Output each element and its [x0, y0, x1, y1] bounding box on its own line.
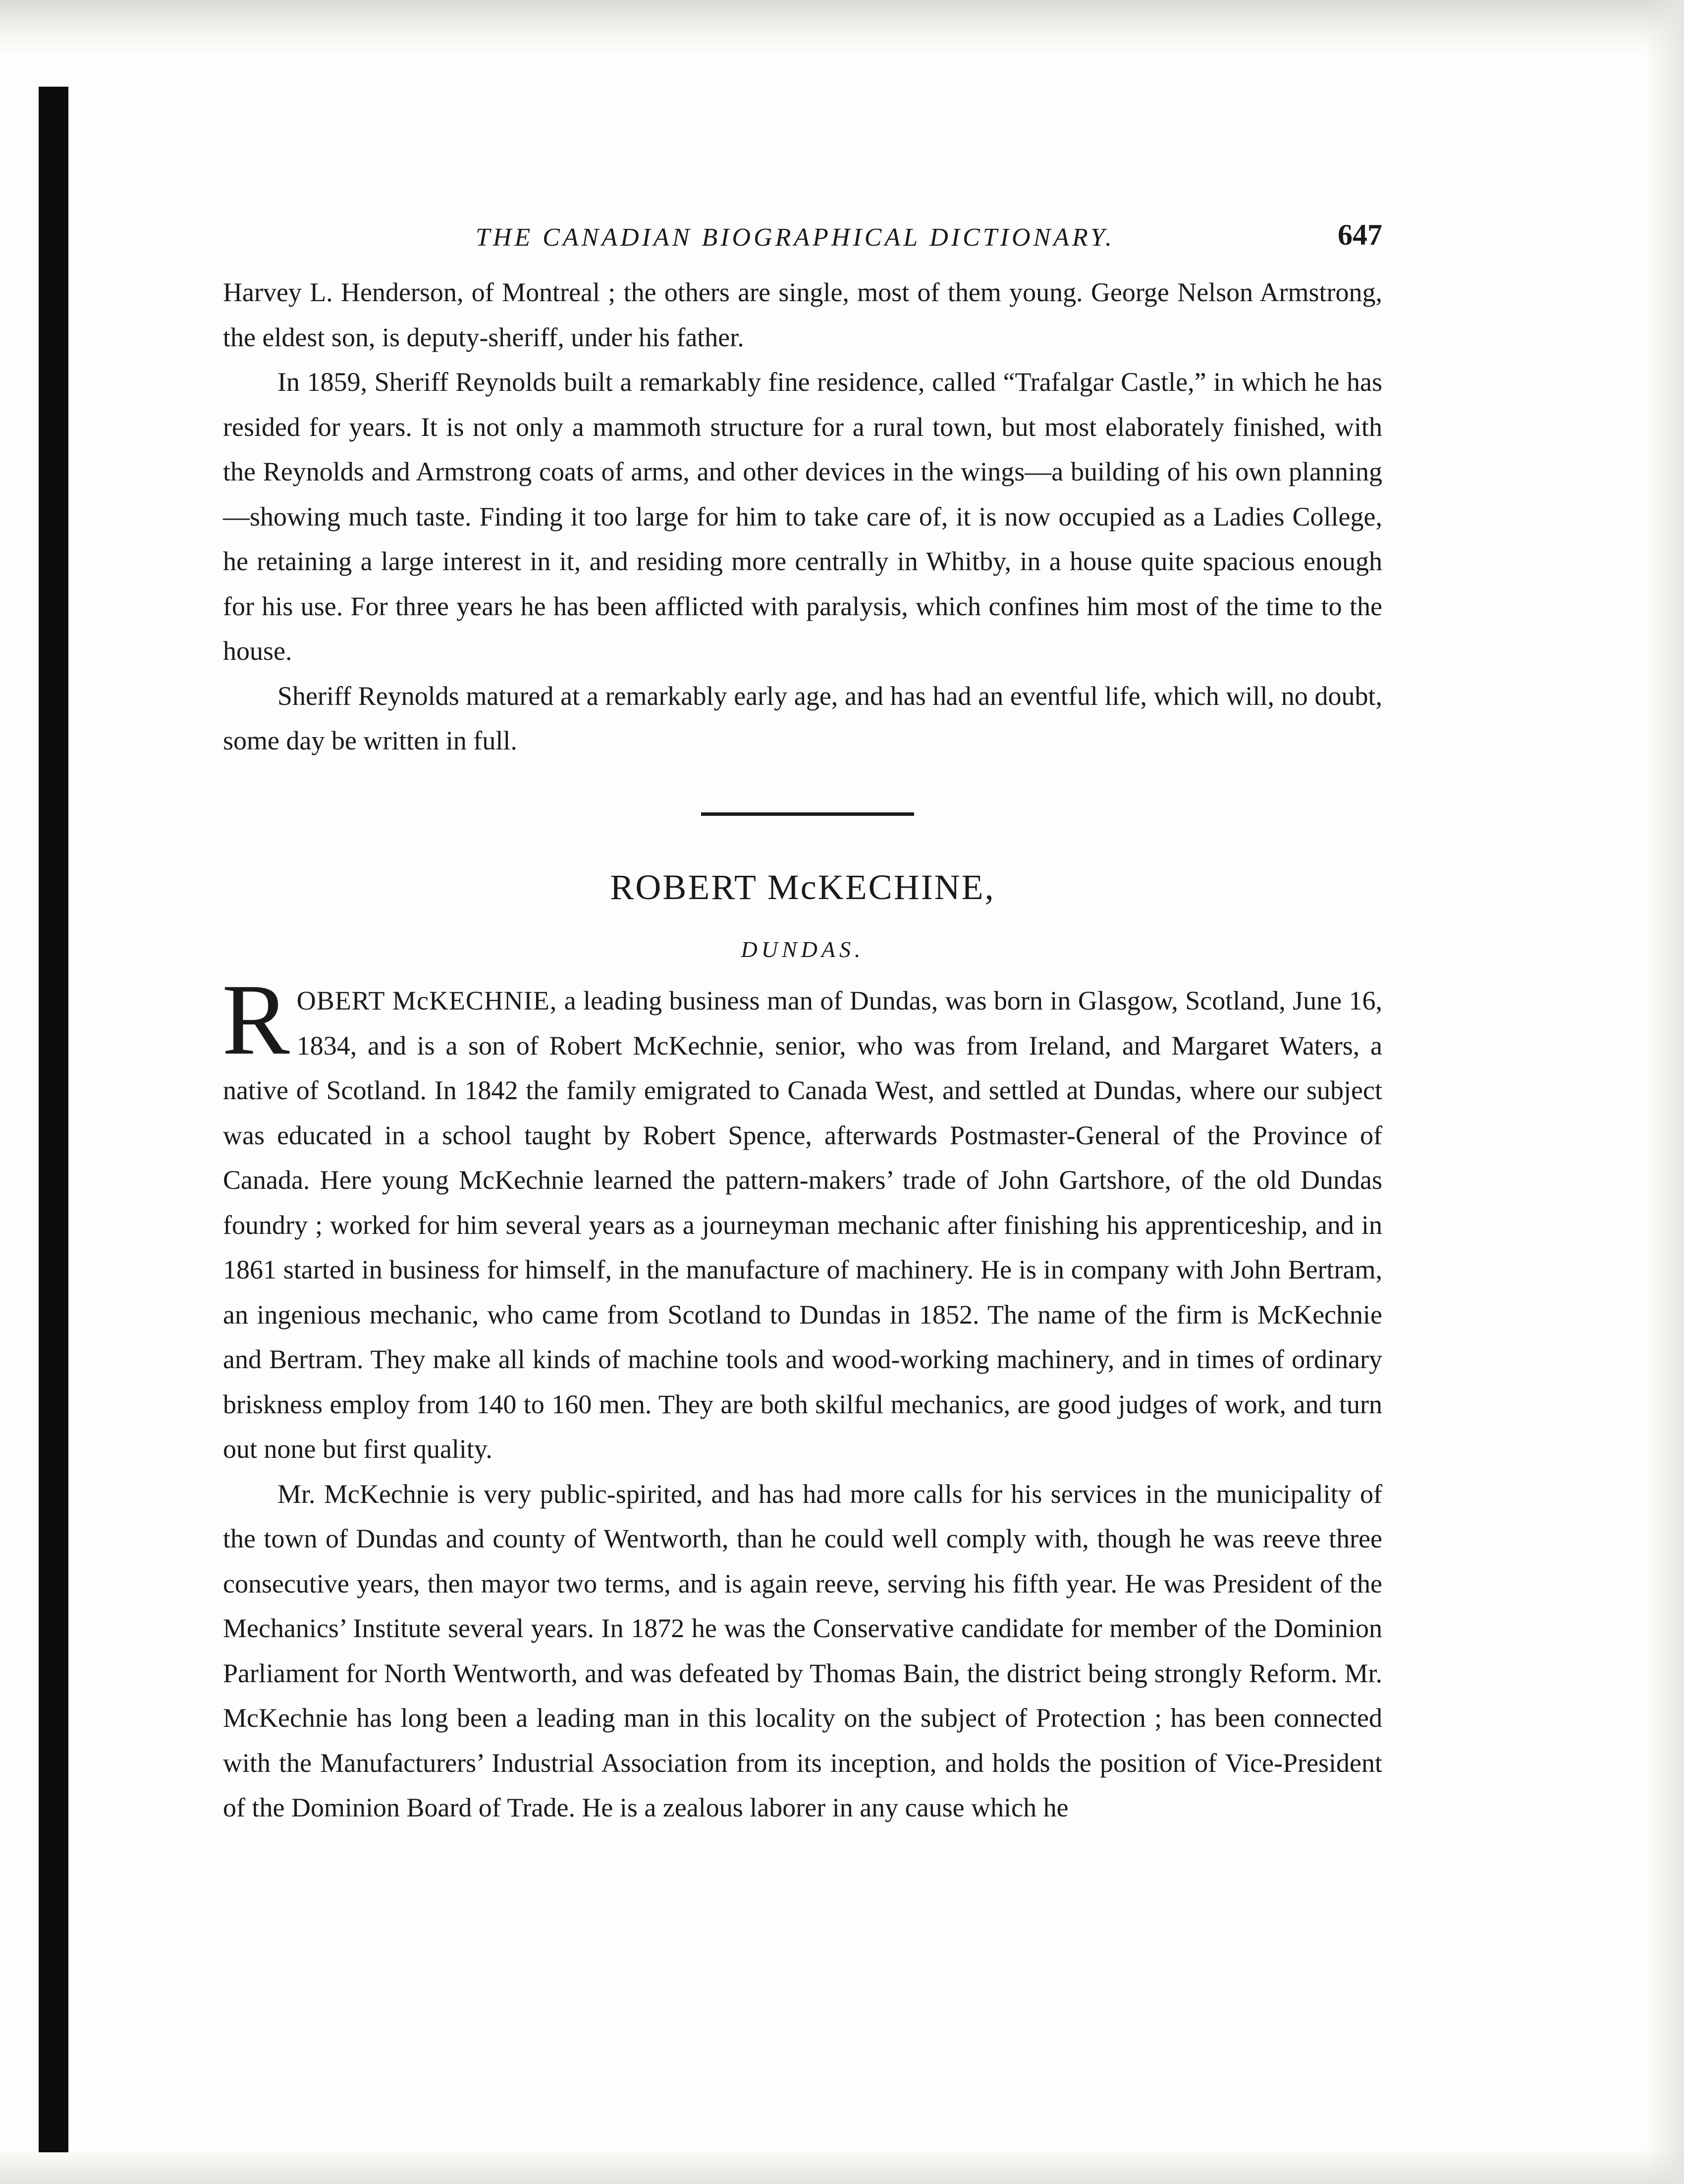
first-paragraph — [222, 963, 1383, 1472]
paragraph: Harvey L. Henderson, of Montreal ; the others are single, most of them young. George Nelson Armstrong, the eldest son, is deputy-sheriff, under his father. — [223, 277, 1382, 352]
section-divider — [701, 812, 914, 816]
running-head — [223, 218, 1382, 263]
drop-cap: R — [222, 963, 290, 1076]
binding-shadow-bar — [39, 87, 68, 2152]
scan-edge-right — [1644, 0, 1684, 2184]
paragraph: Sheriff Reynolds matured at a remarkably early age, and has had an eventful life, which will, no doubt, some day be written in full. — [223, 681, 1382, 755]
article-title: ROBERT McKECHINE, — [610, 867, 995, 907]
scan-edge-top — [0, 0, 1684, 54]
previous-article-text — [223, 270, 1382, 763]
first-paragraph-text: a leading business man of Dundas, was born in Glasgow, Scotland, June 16, 1834, and is a son of Robert McKechnie, senior, who was from Ireland, and Margaret Waters, a native of Scotland. In 1842 the family emigrated to Canada West, and settled at Dundas, where our subject was educated in a school taught by Robert Spence, afterwards Postmaster-General of the Province of Canada. Here young McKechnie learned the pattern-makers’ trade of John Gartshore, of the old Dundas foundry ; worked for him several years as a journeyman mechanic after finishing his apprenticeship, and in 1861 started in business for himself, in the manufacture of machinery. He is in company with John Bertram, an ingenious mechanic, who came from Scotland to Dundas in 1852. The name of the firm is McKechnie and Bertram. They make all kinds of machine tools and wood-working machinery, and in times of ordinary briskness employ from 140 to 160 men. They are both skilful mechanics, are good judges of work, and turn out none but first quality. — [223, 986, 1383, 1464]
paragraph: Mr. McKechnie is very public-spirited, and has had more calls for his services in the municipality of the town of Dundas and county of Wentworth, than he could well comply with, though he was reeve three consecutive years, then mayor two terms, and is again reeve, serving his fifth year. He was President of the Mechanics’ Institute several years. In 1872 he was the Conservative candidate for member of the Dominion Parliament for North Wentworth, and was defeated by Thomas Bain, the district being strongly Reform. Mr. McKechnie has long been a leading man in this locality on the subject of Protection ; has been connected with the Manufacturers’ Industrial Association from its inception, and holds the position of Vice-President of the Dominion Board of Trade. He is a zealous laborer in any cause which he — [223, 1479, 1382, 1822]
running-title: THE CANADIAN BIOGRAPHICAL DICTIONARY. — [476, 223, 1115, 252]
article-text — [222, 963, 1383, 1830]
scan-edge-bottom — [0, 2149, 1684, 2184]
article-place: DUNDAS. — [741, 937, 865, 962]
lead-words: OBERT McKECHNIE, — [296, 986, 557, 1015]
page-number: 647 — [1338, 218, 1382, 251]
paragraph: In 1859, Sheriff Reynolds built a remarkably fine residence, called “Trafalgar Castle,” in which he has resided for years. It is not only a mammoth structure for a rural town, but most elaborately finished, with the Reynolds and Armstrong coats of arms, and other devices in the wings—a building of his own planning—showing much taste. Finding it too large for him to take care of, it is now occupied as a Ladies College, he retaining a large interest in it, and residing more centrally in Whitby, in a house quite spacious enough for his use. For three years he has been afflicted with paralysis, which confines him most of the time to the house. — [223, 367, 1382, 666]
